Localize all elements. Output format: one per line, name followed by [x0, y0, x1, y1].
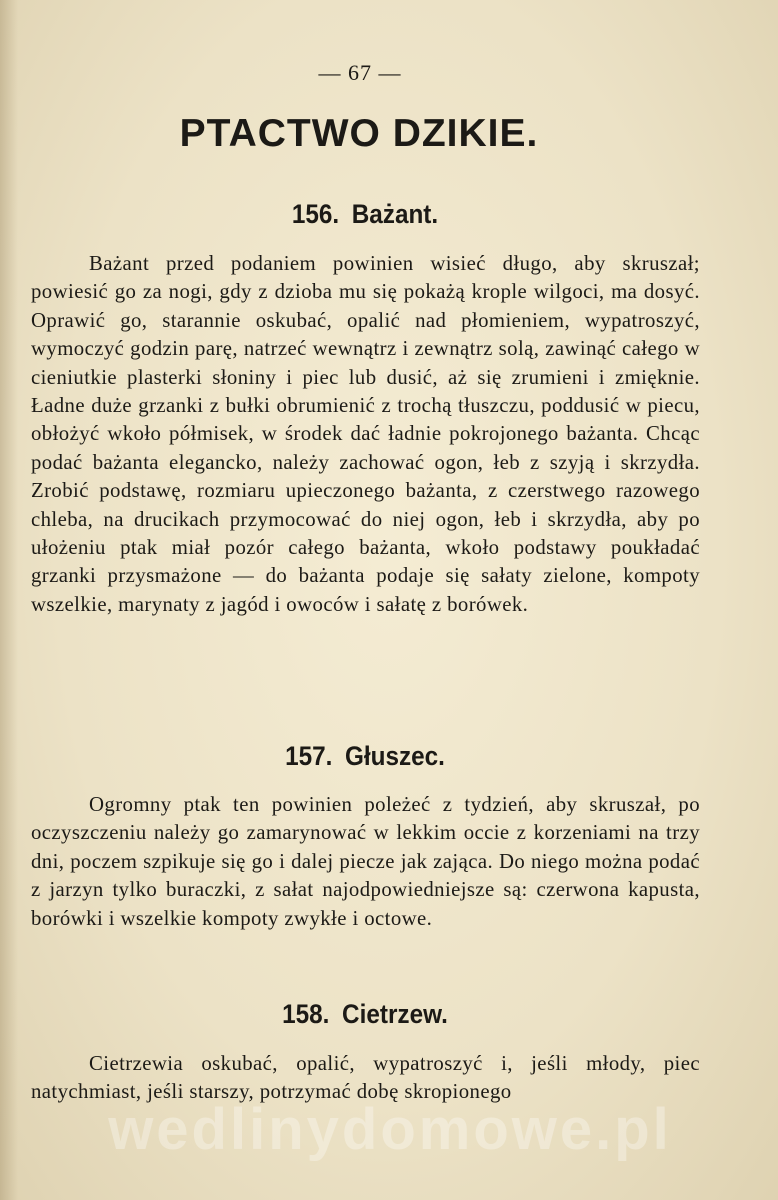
recipe-heading-156 — [37, 199, 694, 230]
recipe-number: 158. — [282, 999, 330, 1029]
recipe-name: Głuszec. — [344, 741, 445, 771]
recipe-heading-157 — [37, 741, 694, 772]
site-watermark: wedlinydomowe.pl — [108, 1097, 672, 1162]
page-number: — 67 — — [318, 60, 402, 85]
recipe-heading-158 — [37, 999, 694, 1030]
chapter-title: PTACTWO DZIKIE. — [179, 112, 539, 155]
recipe-text-157: Ogromny ptak ten powinien poleżeć z tydzień, aby skruszał, po oczyszczeniu należy go zamarynować w lekkim occie z korzeniami na trzy dni, poczem szpikuje się go i dalej piecze jak zająca. Do niego można podać z jarzyn tylko buraczki, z sałat najodpowiedniejsze są: czerwona kapusta, borówki i wszelkie kompoty zwykłe i octowe. — [31, 793, 700, 930]
recipe-text-156: Bażant przed podaniem powinien wisieć długo, aby skruszał; powiesić go za nogi, gdy z dzioba mu się pokażą krople wilgoci, ma dosyć. Oprawić go, starannie oskubać, opalić nad płomieniem, wypatroszyć, wymoczyć godzin parę, natrzeć wewnątrz i zewnątrz solą, zawinąć całego w cieniutkie plasterki słoniny i piec lub dusić, aż się zrumieni i zmięknie. Ładne duże grzanki z bułki obrumienić z trochą tłuszczu, poddusić w piecu, obłożyć wkoło półmisek, w środek dać ładnie pokrojonego bażanta. Chcąc podać bażanta elegancko, należy zachować ogon, łeb z szyją i skrzydła. Zrobić podstawę, rozmiaru upieczonego bażanta, z czerstwego razowego chleba, na drucikach przymocować do niej ogon, łeb i skrzydła, aby po ułożeniu ptak miał pozór całego bażanta, wkoło podstawy poukładać grzanki przysmażone — do bażanta podaje się sałaty zielone, kompoty wszelkie, marynaty z jagód i owoców i sałatę z borówek. — [31, 252, 700, 616]
recipe-number: 156. — [291, 199, 340, 229]
page-binding-shadow — [0, 0, 18, 1200]
recipe-text-158: Cietrzewia oskubać, opalić, wypatroszyć i, jeśli młody, piec natychmiast, jeśli starszy, potrzymać dobę skropionego — [31, 1052, 700, 1104]
recipe-name: Cietrzew. — [342, 999, 448, 1029]
recipe-number: 157. — [285, 741, 333, 771]
recipe-name: Bażant. — [351, 199, 439, 229]
